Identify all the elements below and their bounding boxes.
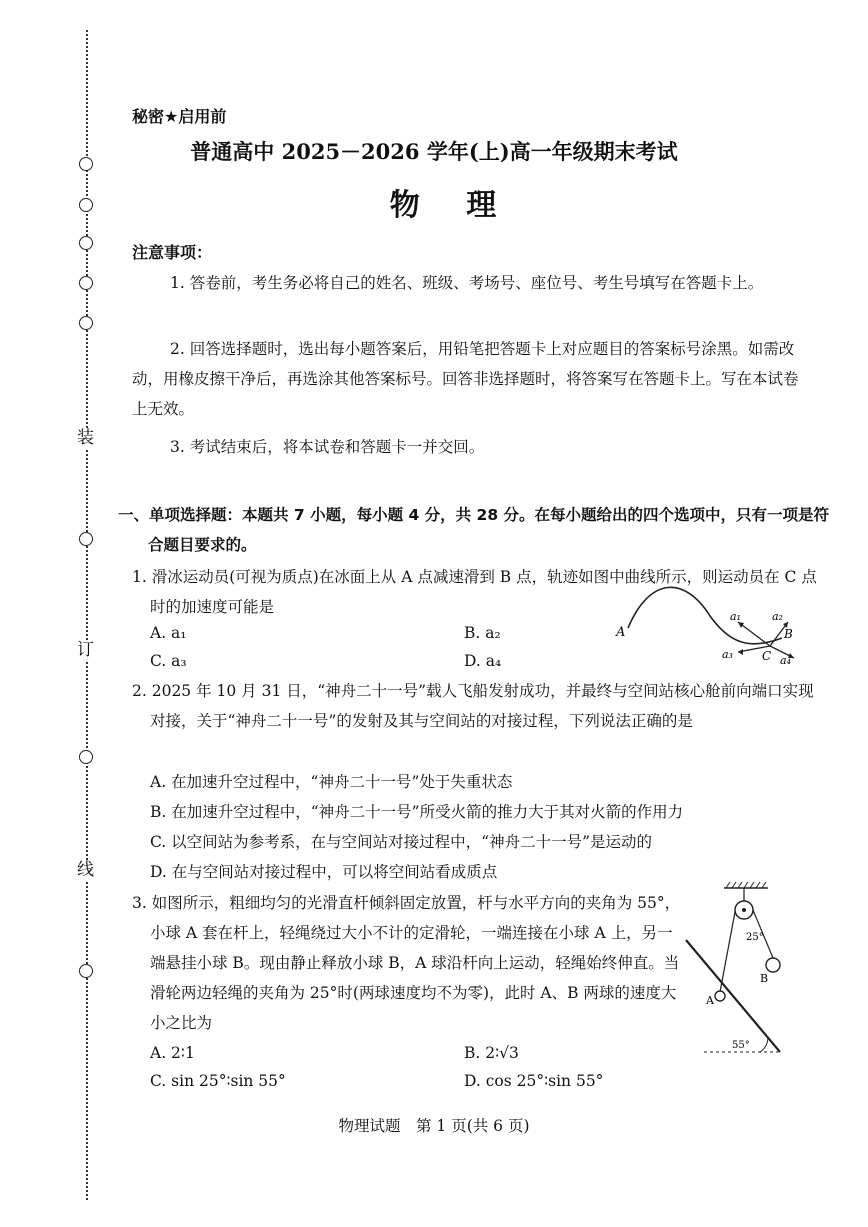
label-point-b: B bbox=[784, 627, 793, 641]
question-1-option-c: C. a₃ bbox=[150, 652, 187, 670]
subject-title: 物 理 bbox=[389, 188, 515, 223]
ball-b bbox=[766, 958, 780, 972]
question-2-stem: 2. 2025 年 10 月 31 日，“神舟二十一号”载人飞船发射成功，并最终与空间站核心舱前向端口实现对接，关于“神舟二十一号”的发射及其与空间站的对接过程，下列说法正确的是 bbox=[132, 682, 814, 730]
rope-to-a bbox=[720, 912, 735, 992]
question-1-option-b: B. a₂ bbox=[464, 624, 501, 642]
binding-hole bbox=[79, 236, 93, 250]
secret-label: 秘密★启用前 bbox=[132, 107, 227, 126]
binding-hole bbox=[79, 276, 93, 290]
exam-title: 普通高中 2025－2026 学年(上)高一年级期末考试 bbox=[190, 139, 678, 164]
notice-item: 3. 考试结束后，将本试卷和答题卡一并交回。 bbox=[170, 438, 485, 456]
notice-heading: 注意事项： bbox=[132, 243, 213, 262]
inclined-rod bbox=[686, 940, 780, 1052]
label-b: B bbox=[760, 972, 769, 985]
binding-hole bbox=[79, 316, 93, 330]
label-angle-25: 25° bbox=[746, 932, 764, 943]
section-title: 一、单项选择题：本题共 7 小题，每小题 4 分，共 28 分。在每小题给出的四个选项中，只有一项是符合题目要求的。 bbox=[118, 506, 830, 554]
binding-char-ding: 订 bbox=[77, 640, 94, 660]
question-1-option-d: D. a₄ bbox=[464, 652, 502, 670]
question-1-figure bbox=[610, 586, 800, 666]
label-point-c: C bbox=[762, 649, 772, 663]
label-point-a: A bbox=[616, 625, 626, 640]
binding-char-xian: 线 bbox=[77, 860, 94, 880]
ball-a bbox=[715, 991, 725, 1001]
question-2-option-c: C. 以空间站为参考系，在与空间站对接过程中，“神舟二十一号”是运动的 bbox=[150, 833, 653, 851]
question-1-stem: 1. 滑冰运动员(可视为质点)在冰面上从 A 点减速滑到 B 点，轨迹如图中曲线所示，则运动员在 C 点时的加速度可能是 bbox=[132, 568, 817, 616]
label-a2: a₂ bbox=[772, 610, 783, 623]
binding-hole bbox=[79, 750, 93, 764]
label-a3: a₃ bbox=[722, 648, 733, 661]
question-3-figure bbox=[680, 880, 800, 1060]
label-a4: a₄ bbox=[780, 654, 791, 666]
binding-char-zhuang: 装 bbox=[77, 428, 94, 448]
question-3-option-c: C. sin 25°∶sin 55° bbox=[150, 1072, 286, 1090]
question-3-stem: 3. 如图所示，粗细均匀的光滑直杆倾斜固定放置，杆与水平方向的夹角为 55°，小球 A 套在杆上，轻绳绕过大小不计的定滑轮，一端连接在小球 A 上，另一端悬挂小球 B。现由静止释放小球 B，A 球沿杆向上运动，轻绳始终伸直。当滑轮两边轻绳的夹角为 25°时(两球速度均不为零)，此时 A、B 两球的速度大小之比为 bbox=[132, 894, 681, 1032]
notice-item: 1. 答卷前，考生务必将自己的姓名、班级、考场号、座位号、考生号填写在答题卡上。 bbox=[170, 274, 764, 292]
page-footer: 物理试题 第 1 页(共 6 页) bbox=[338, 1117, 530, 1135]
question-2-option-b: B. 在加速升空过程中，“神舟二十一号”所受火箭的推力大于其对火箭的作用力 bbox=[150, 803, 684, 821]
question-3-option-a: A. 2∶1 bbox=[150, 1044, 195, 1062]
trajectory-curve bbox=[628, 587, 782, 644]
question-3-option-b: B. 2∶√3 bbox=[464, 1044, 519, 1062]
label-a1: a₁ bbox=[730, 610, 741, 623]
label-a: A bbox=[706, 994, 714, 1007]
notice-item: 2. 回答选择题时，选出每小题答案后，用铅笔把答题卡上对应题目的答案标号涂黑。如需改动，用橡皮擦干净后，再选涂其他答案标号。回答非选择题时，将答案写在答题卡上。写在本试卷上无效。 bbox=[132, 340, 799, 418]
question-1-option-a: A. a₁ bbox=[150, 624, 187, 642]
question-2-option-a: A. 在加速升空过程中，“神舟二十一号”处于失重状态 bbox=[150, 773, 513, 791]
question-2-option-d: D. 在与空间站对接过程中，可以将空间站看成质点 bbox=[150, 863, 498, 881]
binding-hole bbox=[79, 964, 93, 978]
binding-hole bbox=[79, 532, 93, 546]
question-3-option-d: D. cos 25°∶sin 55° bbox=[464, 1072, 604, 1090]
label-angle-55: 55° bbox=[732, 1040, 750, 1051]
